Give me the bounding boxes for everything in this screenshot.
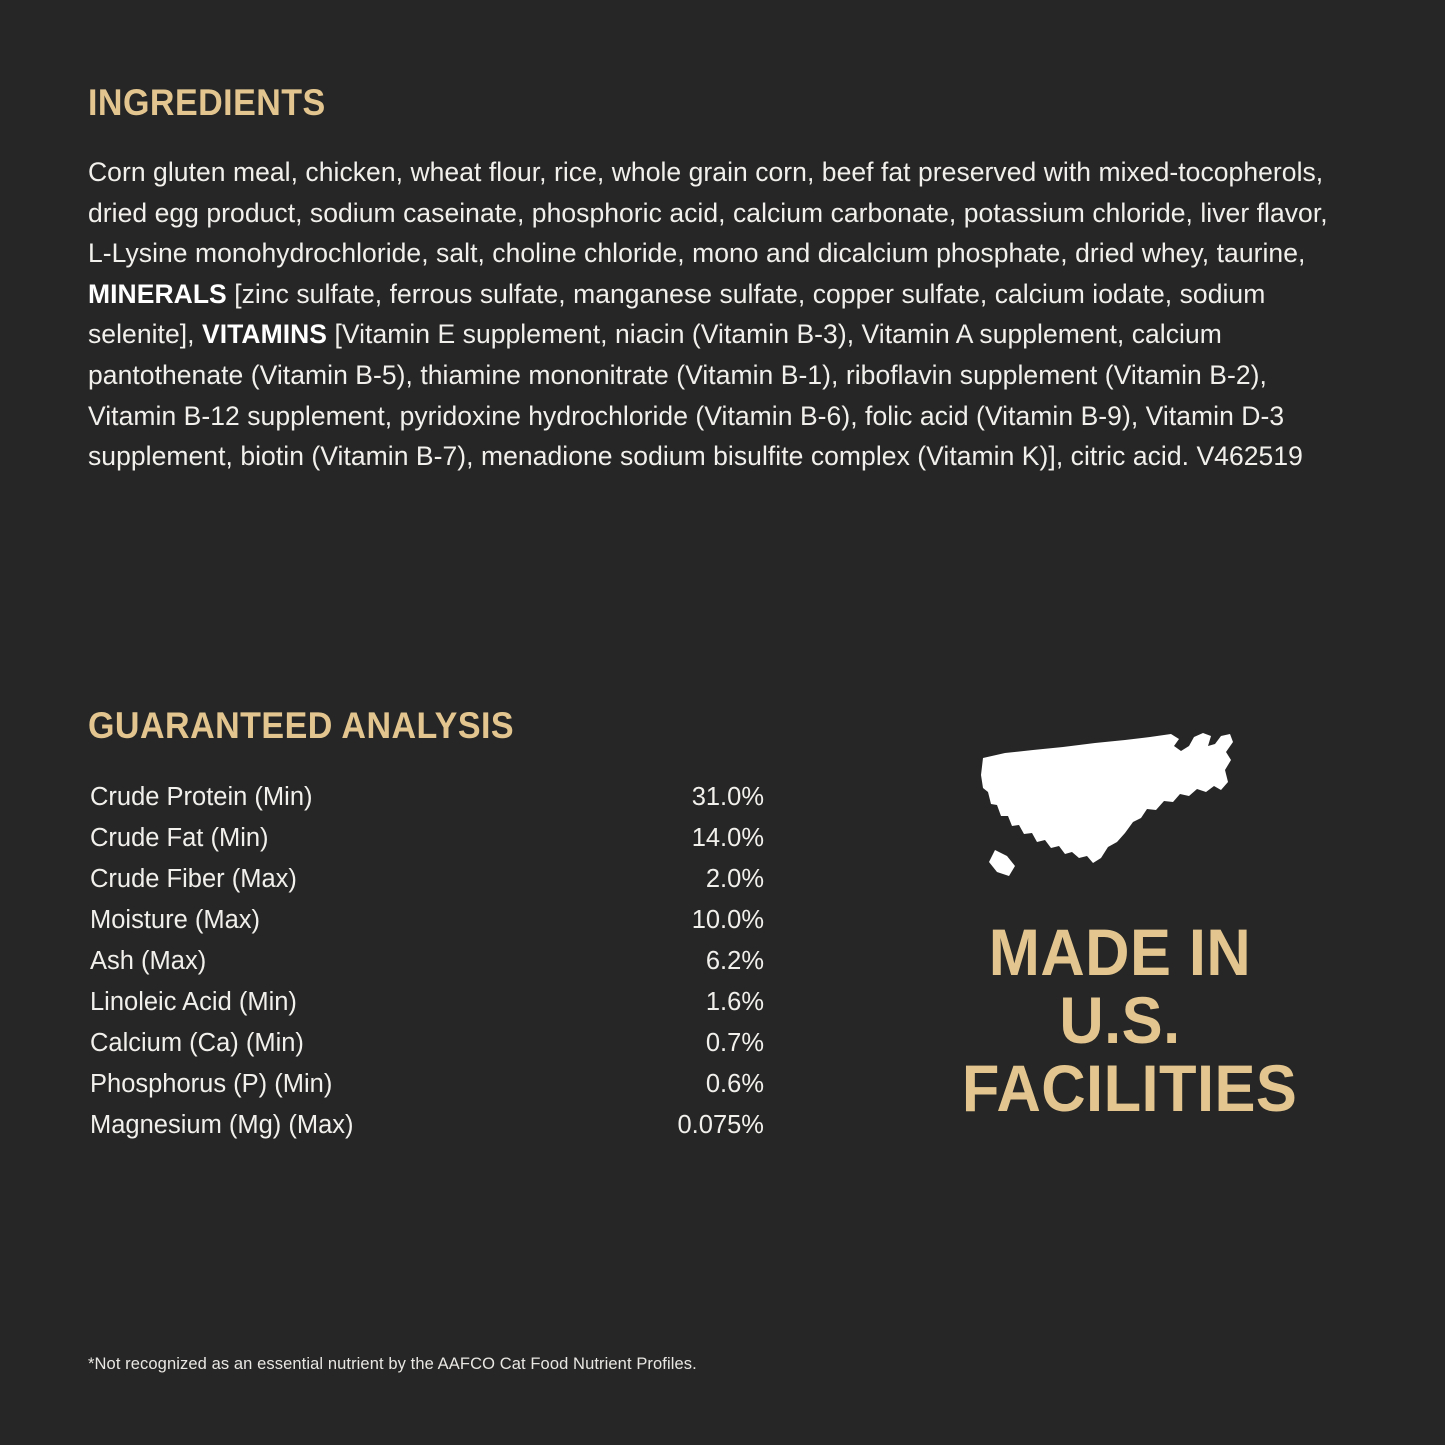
analysis-row-label: Linoleic Acid (Min) — [90, 988, 297, 1016]
analysis-row-value: 6.2% — [705, 947, 764, 975]
ingredients-run: Corn gluten meal, chicken, wheat flour, rice, whole grain corn, beef fat preserved with mixed-tocopherols, dried egg product, sodium caseinate, phosphoric acid, calcium carbonate, potassium chloride, liver flavor, L-Lysine monohydrochloride, salt, choline chloride, mono and dicalcium phosphate, dried whey, taurine, — [88, 157, 1328, 269]
ingredients-emphasis: VITAMINS — [201, 319, 328, 350]
analysis-row-value: 14.0% — [691, 824, 764, 852]
analysis-row-value: 10.0% — [691, 906, 764, 934]
ingredients-run: [zinc sulfate, ferrous sulfate, manganese sulfate, copper sulfate, calcium iodate, sodium selenite], — [88, 278, 1266, 350]
ingredients-run: [Vitamin E supplement, niacin (Vitamin B-3), Vitamin A supplement, calcium pantothenate (Vitamin B-5), thiamine mononitrate (Vitamin B-1), riboflavin supplement (Vitamin B-2), Vitamin B-12 supplement, pyridoxine hydrochloride (Vitamin B-6), folic acid (Vitamin B-9), Vitamin D-3 supplement, biotin (Vitamin B-7), menadione sodium bisulfite complex (Vitamin K)], citric acid. V462519 — [88, 319, 1303, 472]
analysis-row — [88, 818, 764, 859]
analysis-row — [88, 1105, 764, 1146]
analysis-row — [88, 859, 764, 900]
analysis-row-label: Crude Protein (Min) — [90, 783, 313, 811]
made-in-us-line-2: U.S. — [1059, 983, 1181, 1057]
analysis-row-value: 31.0% — [691, 783, 764, 811]
ingredients-section — [88, 82, 1358, 477]
ingredients-heading: INGREDIENTS — [88, 82, 326, 123]
analysis-row-value: 0.6% — [705, 1070, 764, 1098]
ingredients-text — [88, 152, 1358, 477]
analysis-row-label: Moisture (Max) — [90, 906, 261, 934]
analysis-row-value: 2.0% — [705, 865, 764, 893]
made-in-us-badge — [950, 730, 1298, 1125]
analysis-row-value: 1.6% — [705, 988, 764, 1016]
made-in-us-line-1: MADE IN — [988, 915, 1252, 989]
made-in-us-line-3: FACILITIES — [961, 1051, 1298, 1125]
analysis-row-label: Phosphorus (P) (Min) — [90, 1070, 333, 1098]
analysis-row-label: Calcium (Ca) (Min) — [90, 1029, 304, 1057]
ingredients-emphasis: MINERALS — [88, 278, 227, 309]
footnote-text: *Not recognized as an essential nutrient by the AAFCO Cat Food Nutrient Profiles. — [88, 1355, 697, 1373]
analysis-row-label: Crude Fiber (Max) — [90, 865, 297, 893]
analysis-row — [88, 1023, 764, 1064]
guaranteed-analysis-section — [88, 705, 768, 1146]
usa-map-icon — [975, 730, 1265, 900]
analysis-row-label: Ash (Max) — [90, 947, 207, 975]
analysis-row-label: Magnesium (Mg) (Max) — [90, 1111, 354, 1139]
guaranteed-analysis-table — [88, 777, 764, 1146]
analysis-row — [88, 1064, 764, 1105]
analysis-row — [88, 900, 764, 941]
analysis-row-value: 0.7% — [705, 1029, 764, 1057]
guaranteed-analysis-heading: GUARANTEED ANALYSIS — [88, 705, 515, 746]
analysis-row — [88, 982, 764, 1023]
analysis-row — [88, 777, 764, 818]
analysis-row-value: 0.075% — [677, 1111, 764, 1139]
analysis-row-label: Crude Fat (Min) — [90, 824, 269, 852]
analysis-row — [88, 941, 764, 982]
